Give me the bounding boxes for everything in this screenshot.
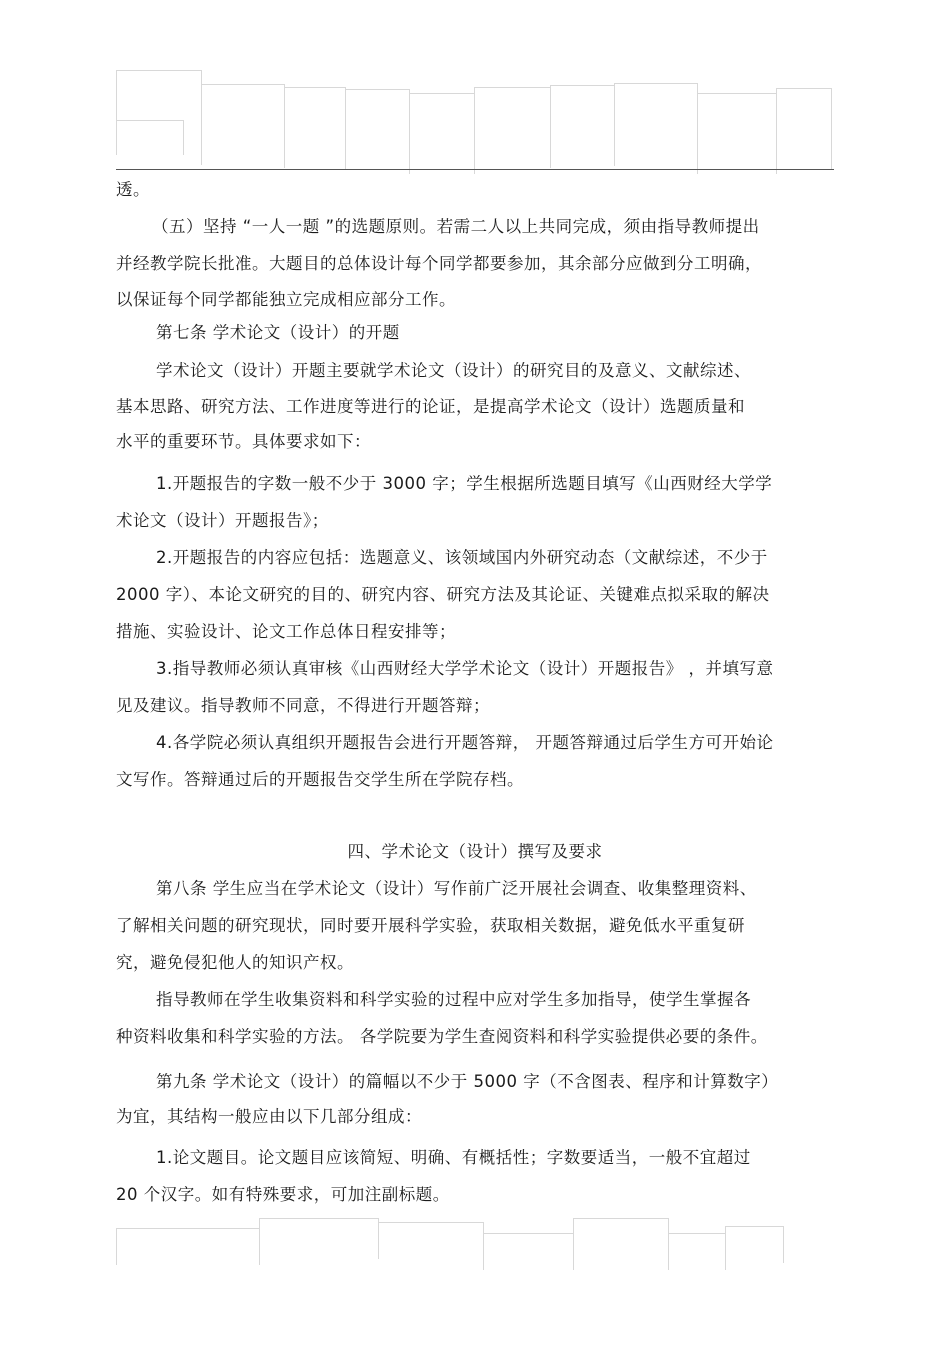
text-line: 透。 [116,180,150,199]
section-heading: 四、学术论文（设计）撰写及要求 [347,842,603,861]
text-line: 为宜，其结构一般应由以下几部分组成： [116,1107,422,1126]
header-rule [116,169,834,170]
article-heading: 第七条 学术论文（设计）的开题 [156,323,400,342]
text-line: 文写作。答辩通过后的开题报告交学生所在学院存档。 [116,770,524,789]
text-line: 20 个汉字。如有特殊要求，可加注副标题。 [116,1185,450,1204]
text-line: 见及建议。指导教师不同意，不得进行开题答辩； [116,696,490,715]
text-line: 3.指导教师必须认真审核《山西财经大学学术论文（设计）开题报告》 ，并填写意 [156,659,774,678]
text-line: 种资料收集和科学实验的方法。 各学院要为学生查阅资料和科学实验提供必要的条件。 [116,1027,768,1046]
article-heading: 第九条 学术论文（设计）的篇幅以不少于 5000 字（不含图表、程序和计算数字） [156,1072,779,1091]
article-heading: 第八条 学生应当在学术论文（设计）写作前广泛开展社会调查、收集整理资料、 [156,879,757,898]
text-line: 并经教学院长批准。大题目的总体设计每个同学都要参加，其余部分应做到分工明确， [116,254,762,273]
text-line: 1.开题报告的字数一般不少于 3000 字；学生根据所选题目填写《山西财经大学学 [156,474,773,493]
text-line: 究，避免侵犯他人的知识产权。 [116,953,354,972]
text-line: 学术论文（设计）开题主要就学术论文（设计）的研究目的及意义、文献综述、 [156,361,751,380]
text-line: 4.各学院必须认真组织开题报告会进行开题答辩， 开题答辩通过后学生方可开始论 [156,733,774,752]
text-line: 2.开题报告的内容应包括：选题意义、该领域国内外研究动态（文献综述，不少于 [156,548,768,567]
text-line: 2000 字）、本论文研究的目的、研究内容、研究方法及其论证、关键难点拟采取的解决 [116,585,770,604]
text-line: 措施、实验设计、论文工作总体日程安排等； [116,622,456,641]
text-line: 了解相关问题的研究现状，同时要开展科学实验，获取相关数据，避免低水平重复研 [116,916,745,935]
text-line: 基本思路、研究方法、工作进度等进行的论证，是提高学术论文（设计）选题质量和 [116,397,745,416]
text-line: 1.论文题目。论文题目应该简短、明确、有概括性；字数要适当，一般不宜超过 [156,1148,751,1167]
text-line: 以保证每个同学都能独立完成相应部分工作。 [116,290,456,309]
text-line: （五）坚持 “一人一题 ”的选题原则。若需二人以上共同完成，须由指导教师提出 [152,217,760,236]
text-line: 指导教师在学生收集资料和科学实验的过程中应对学生多加指导，使学生掌握各 [156,990,751,1009]
text-line: 术论文（设计）开题报告》； [116,511,329,530]
text-line: 水平的重要环节。具体要求如下： [116,432,371,451]
